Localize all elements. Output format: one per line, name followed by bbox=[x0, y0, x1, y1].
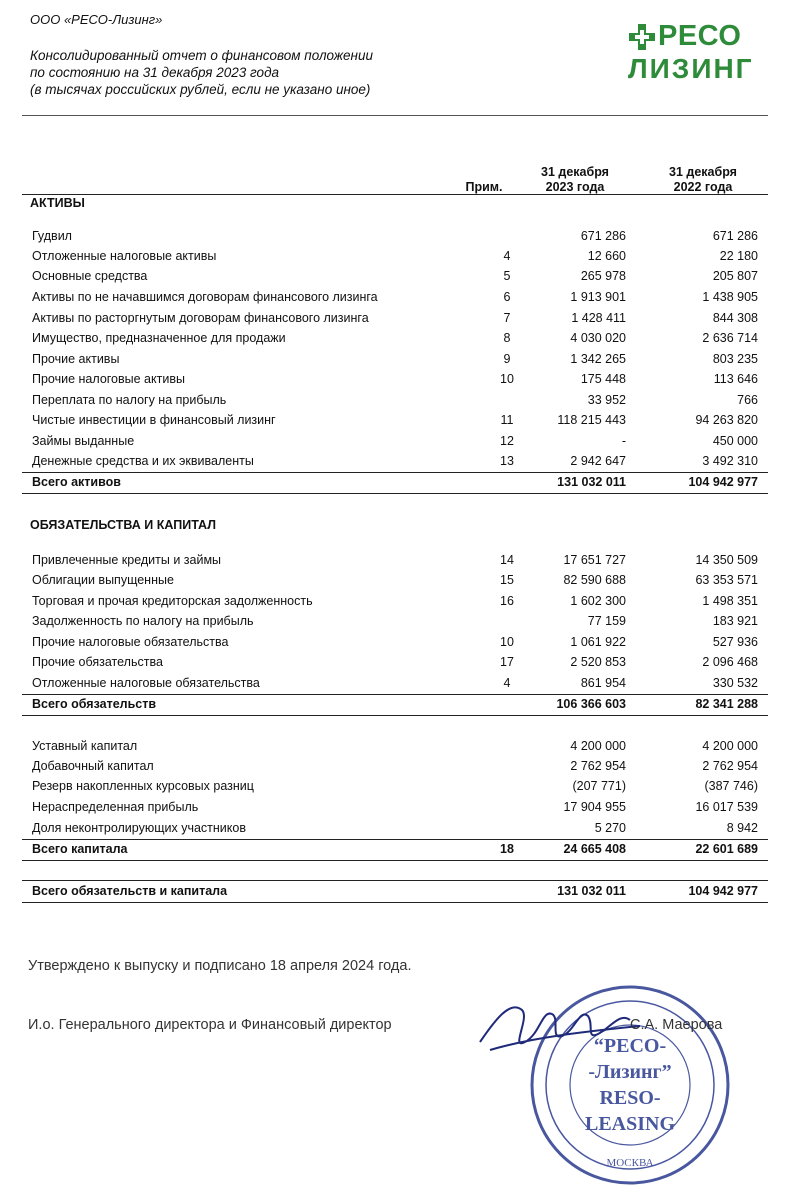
row-value-2022: 2 762 954 bbox=[702, 759, 758, 773]
row-note: 8 bbox=[503, 331, 511, 345]
row-value-2023: 17 651 727 bbox=[563, 553, 626, 567]
stamp-and-signature bbox=[470, 980, 770, 1190]
row-divider bbox=[22, 472, 768, 473]
row-value-2022: 205 807 bbox=[712, 269, 758, 283]
total-equity-row bbox=[22, 842, 768, 862]
row-value-2023: 77 159 bbox=[587, 614, 626, 628]
row-note: 9 bbox=[503, 352, 511, 366]
row-value-2023: 1 428 411 bbox=[571, 311, 626, 325]
row-value-2023: 1 342 265 bbox=[570, 352, 626, 366]
row-value-2022: 104 942 977 bbox=[688, 475, 758, 489]
row-note: 18 bbox=[500, 842, 514, 856]
total-liabilities-row bbox=[22, 697, 768, 717]
column-2022-header bbox=[648, 165, 758, 195]
row-note: 10 bbox=[500, 372, 514, 386]
reso-logo-icon bbox=[628, 23, 656, 51]
row-label: Всего обязательств bbox=[32, 697, 157, 711]
row-value-2022: 22 601 689 bbox=[695, 842, 758, 856]
row-label: Прочие активы bbox=[32, 352, 120, 366]
row-note: 13 bbox=[500, 454, 514, 468]
row-note: 4 bbox=[503, 676, 511, 690]
row-label: Облигации выпущенные bbox=[32, 573, 174, 587]
company-name: ООО «РЕСО-Лизинг» bbox=[30, 12, 163, 27]
row-label: Прочие налоговые активы bbox=[32, 372, 185, 386]
row-label: Прочие налоговые обязательства bbox=[32, 635, 229, 649]
approval-statement: Утверждено к выпуску и подписано 18 апреля 2024 года. bbox=[28, 958, 412, 974]
row-label: Прочие обязательства bbox=[32, 655, 163, 669]
row-value-2022: 94 263 820 bbox=[695, 413, 758, 427]
note-column-header: Прим. bbox=[465, 180, 503, 194]
row-value-2022: 183 921 bbox=[712, 614, 758, 628]
row-label: Активы по не начавшимся договорам финансового лизинга bbox=[32, 290, 378, 304]
row-value-2022: 450 000 bbox=[712, 434, 758, 448]
row-value-2022: 2 636 714 bbox=[702, 331, 758, 345]
row-value-2023: 1 913 901 bbox=[570, 290, 626, 304]
row-value-2023: 131 032 011 bbox=[557, 884, 626, 898]
row-divider bbox=[22, 860, 768, 861]
row-label: Всего обязательств и капитала bbox=[32, 884, 228, 898]
reso-leasing-logo bbox=[624, 20, 774, 84]
row-value-2023: 671 286 bbox=[580, 229, 626, 243]
row-value-2022: 8 942 bbox=[726, 821, 758, 835]
table-row bbox=[22, 676, 768, 696]
row-value-2022: 63 353 571 bbox=[695, 573, 758, 587]
table-row bbox=[22, 821, 768, 841]
row-value-2022: 82 341 288 bbox=[695, 697, 758, 711]
assets-section-title: АКТИВЫ bbox=[30, 196, 85, 210]
table-row bbox=[22, 249, 768, 269]
row-divider bbox=[22, 880, 768, 881]
table-row bbox=[22, 614, 768, 634]
row-label: Торговая и прочая кредиторская задолженность bbox=[32, 594, 313, 608]
table-row bbox=[22, 393, 768, 413]
grand-total-row bbox=[22, 884, 768, 904]
row-value-2023: 4 030 020 bbox=[570, 331, 626, 345]
column-2023-header-line1: 31 декабря bbox=[541, 165, 609, 179]
row-value-2023: 861 954 bbox=[580, 676, 626, 690]
row-note: 5 bbox=[503, 269, 511, 283]
table-row bbox=[22, 800, 768, 820]
row-label: Чистые инвестиции в финансовый лизинг bbox=[32, 413, 276, 427]
row-note: 6 bbox=[503, 290, 511, 304]
table-row bbox=[22, 739, 768, 759]
table-row bbox=[22, 311, 768, 331]
row-divider bbox=[22, 715, 768, 716]
stamp-city: МОСКВА bbox=[606, 1157, 654, 1169]
row-label: Займы выданные bbox=[32, 434, 135, 448]
table-row bbox=[22, 290, 768, 310]
table-row bbox=[22, 269, 768, 289]
report-title: Консолидированный отчет о финансовом положении bbox=[30, 48, 374, 63]
header-divider bbox=[22, 115, 768, 116]
stamp-line-2: -Лизинг” bbox=[588, 1061, 672, 1083]
row-value-2022: 1 438 905 bbox=[702, 290, 758, 304]
row-label: Отложенные налоговые активы bbox=[32, 249, 217, 263]
row-note: 7 bbox=[503, 311, 511, 325]
row-label: Добавочный капитал bbox=[32, 759, 154, 773]
column-header-divider bbox=[22, 194, 768, 195]
row-note: 17 bbox=[500, 655, 514, 669]
row-divider bbox=[22, 493, 768, 494]
row-label: Уставный капитал bbox=[32, 739, 138, 753]
row-value-2023: 265 978 bbox=[580, 269, 626, 283]
report-date: по состоянию на 31 декабря 2023 года bbox=[30, 65, 280, 80]
table-row bbox=[22, 594, 768, 614]
table-row bbox=[22, 759, 768, 779]
row-value-2023: 118 215 443 bbox=[557, 413, 626, 427]
row-value-2023: 1 602 300 bbox=[570, 594, 626, 608]
row-value-2022: 22 180 bbox=[719, 249, 758, 263]
row-label: Гудвил bbox=[32, 229, 72, 243]
row-note: 15 bbox=[500, 573, 514, 587]
row-value-2023: 82 590 688 bbox=[563, 573, 626, 587]
report-units: (в тысячах российских рублей, если не указано иное) bbox=[30, 82, 371, 97]
row-value-2023: 131 032 011 bbox=[557, 475, 626, 489]
row-divider bbox=[22, 694, 768, 695]
row-label: Привлеченные кредиты и займы bbox=[32, 553, 222, 567]
row-value-2022: 1 498 351 bbox=[702, 594, 758, 608]
row-value-2022: 104 942 977 bbox=[688, 884, 758, 898]
row-value-2023: 12 660 bbox=[587, 249, 626, 263]
row-note: 12 bbox=[500, 434, 514, 448]
row-value-2022: 113 646 bbox=[713, 372, 758, 386]
row-value-2023: 2 942 647 bbox=[570, 454, 626, 468]
row-value-2023: 175 448 bbox=[580, 372, 626, 386]
table-row bbox=[22, 553, 768, 573]
table-row bbox=[22, 655, 768, 675]
row-label: Денежные средства и их эквиваленты bbox=[32, 454, 254, 468]
row-label: Нераспределенная прибыль bbox=[32, 800, 199, 814]
row-label: Всего активов bbox=[32, 475, 121, 489]
row-note: 16 bbox=[500, 594, 514, 608]
column-2023-header-line2: 2023 года bbox=[545, 180, 605, 194]
table-row bbox=[22, 413, 768, 433]
row-value-2022: 671 286 bbox=[712, 229, 758, 243]
stamp-line-3: RESO- bbox=[599, 1087, 661, 1109]
row-value-2022: 766 bbox=[737, 393, 758, 407]
row-value-2023: 17 904 955 bbox=[563, 800, 626, 814]
row-value-2023: 24 665 408 bbox=[563, 842, 626, 856]
table-row bbox=[22, 352, 768, 372]
row-value-2023: 106 366 603 bbox=[556, 697, 626, 711]
row-note: 4 bbox=[503, 249, 511, 263]
row-label: Задолженность по налогу на прибыль bbox=[32, 614, 254, 628]
row-value-2022: 803 235 bbox=[712, 352, 758, 366]
row-divider bbox=[22, 839, 768, 840]
row-label: Переплата по налогу на прибыль bbox=[32, 393, 227, 407]
row-value-2022: (387 746) bbox=[704, 779, 758, 793]
row-value-2023: 2 762 954 bbox=[570, 759, 626, 773]
row-value-2023: 5 270 bbox=[594, 821, 626, 835]
table-row bbox=[22, 229, 768, 249]
row-value-2022: 527 936 bbox=[712, 635, 758, 649]
liabilities-section-title: ОБЯЗАТЕЛЬСТВА И КАПИТАЛ bbox=[30, 518, 217, 532]
stamp-line-4: LEASING bbox=[584, 1113, 676, 1135]
signer-name: С.А. Маерова bbox=[630, 1017, 723, 1033]
row-value-2022: 4 200 000 bbox=[702, 739, 758, 753]
row-label: Всего капитала bbox=[32, 842, 128, 856]
column-2022-header-line2: 2022 года bbox=[673, 180, 733, 194]
logo-text-top: РЕСО bbox=[658, 20, 742, 52]
row-label: Отложенные налоговые обязательства bbox=[32, 676, 260, 690]
column-2022-header-line1: 31 декабря bbox=[669, 165, 737, 179]
row-value-2022: 16 017 539 bbox=[695, 800, 758, 814]
table-row bbox=[22, 372, 768, 392]
row-note: 10 bbox=[500, 635, 514, 649]
row-value-2022: 330 532 bbox=[712, 676, 758, 690]
row-note: 14 bbox=[500, 553, 514, 567]
row-label: Активы по расторгнутым договорам финансового лизинга bbox=[32, 311, 369, 325]
row-value-2022: 3 492 310 bbox=[702, 454, 758, 468]
table-row bbox=[22, 635, 768, 655]
row-value-2023: (207 771) bbox=[572, 779, 626, 793]
row-label: Основные средства bbox=[32, 269, 148, 283]
signer-title: И.о. Генерального директора и Финансовый директор bbox=[28, 1017, 392, 1033]
row-label: Доля неконтролирующих участников bbox=[32, 821, 246, 835]
row-value-2023: 33 952 bbox=[587, 393, 626, 407]
row-value-2023: 1 061 922 bbox=[570, 635, 626, 649]
row-label: Имущество, предназначенное для продажи bbox=[32, 331, 286, 345]
row-value-2023: 4 200 000 bbox=[570, 739, 626, 753]
column-2023-header bbox=[520, 165, 630, 195]
total-assets-row bbox=[22, 475, 768, 495]
row-value-2023: - bbox=[621, 434, 626, 448]
row-value-2023: 2 520 853 bbox=[570, 655, 626, 669]
logo-text-bottom: ЛИЗИНГ bbox=[628, 53, 754, 84]
table-row bbox=[22, 434, 768, 454]
table-row bbox=[22, 331, 768, 351]
row-note: 11 bbox=[500, 413, 514, 427]
table-row bbox=[22, 454, 768, 474]
row-label: Резерв накопленных курсовых разниц bbox=[32, 779, 254, 793]
row-value-2022: 14 350 509 bbox=[695, 553, 758, 567]
table-row bbox=[22, 573, 768, 593]
table-row bbox=[22, 779, 768, 799]
stamp-line-1: “РЕСО- bbox=[593, 1035, 667, 1057]
row-value-2022: 2 096 468 bbox=[702, 655, 758, 669]
row-value-2022: 844 308 bbox=[712, 311, 758, 325]
row-divider bbox=[22, 902, 768, 903]
